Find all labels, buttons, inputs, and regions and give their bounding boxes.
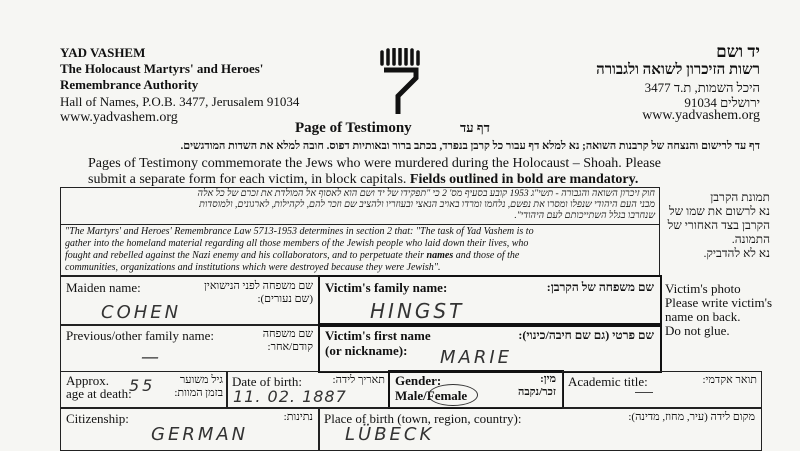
date-of-birth-value: 11. 02. 1887 — [233, 387, 347, 406]
female-circle-mark — [428, 384, 478, 406]
intro-he: דף עד לרישום והנצחה של קרבנות השואה; נא למלא דף עבור כל קרבן בנפרד, בכתב ברור ובאותיות דפוס. חובה למלא את השדות המודגשים. — [180, 140, 760, 152]
date-of-birth-field[interactable]: Date of birth: תאריך לידה: 11. 02. 1887 — [226, 371, 390, 409]
intro-en-line1: Pages of Testimony commemorate the Jews who were murdered during the Holocaust – Shoah. Please — [88, 156, 662, 171]
law-en-line3: fought and rebelled against the Nazi enemy and his collaborators, and to perpetuate their names and those of the — [65, 250, 520, 261]
address: Hall of Names, P.O.B. 3477, Jerusalem 91034 — [60, 94, 300, 109]
law-en-line1: "The Martyrs' and Heroes' Remembrance Law 5713-1953 determines in section 2 that: "The task of Yad Vashem is to — [65, 226, 534, 237]
academic-title-field[interactable]: Academic title: תואר אקדמי: — [562, 371, 762, 409]
page-title: Page of Testimony — [295, 120, 412, 136]
maiden-name-value: COHEN — [101, 302, 182, 323]
photo-instructions-en: Victim's photo Please write victim's name on back. Do not glue. — [665, 281, 773, 338]
page-title-he: דף עד — [460, 120, 490, 135]
yad-vashem-logo — [376, 48, 424, 118]
intro-en-line2: submit a separate form for each victim, in block capitals. Fields outlined in bold are mandatory. — [88, 172, 639, 187]
age-field[interactable]: Approx. age at death: גיל משוער בזמן המוות: 55 — [60, 371, 228, 409]
website-link[interactable]: www.yadvashem.org — [60, 110, 178, 125]
citizenship-field[interactable]: Citizenship: נתינות: GERMAN — [60, 407, 320, 451]
law-he-line2: מבני העם היהודי שנפלו ומסרו את נפשם, נלחמו ומרדו באויב הנאצי ובעוזריו ולהציב שם וזכר להם, לקהילות, לארגונים, ולמוסדות — [199, 200, 655, 210]
gender-field[interactable]: Gender: Male/Female מין: זכר/נקבה — [388, 370, 564, 409]
maiden-name-field[interactable]: Maiden name: שם משפחה לפני הנישואין (שם נעורים): COHEN — [60, 276, 320, 326]
place-of-birth-value: LÜBECK — [345, 424, 435, 445]
previous-name-field[interactable]: Previous/other family name: שם משפחה קודם/אחר: — — [60, 324, 320, 372]
family-name-field[interactable]: Victim's family name: שם משפחה של הקרבן: HINGST — [318, 275, 662, 327]
org-line3: Remembrance Authority — [60, 77, 199, 92]
previous-name-value: — — [141, 347, 162, 368]
law-box-en — [60, 224, 660, 276]
photo-instructions-he: תמונת הקרבן נא לרשום את שמו של הקרבן בצד האחורי של התמונה. נא לא להדביק. — [667, 190, 770, 260]
he-line2: רשות הזיכרון לשואה ולגבורה — [596, 62, 760, 78]
he-line3: היכל השמות, ת.ד 3477 — [644, 80, 760, 95]
he-website-link[interactable]: www.yadvashem.org — [642, 108, 760, 123]
law-he-line3: שנחרבו בגלל השתייכותם לעם היהודי". — [514, 211, 655, 221]
family-name-value: HINGST — [370, 299, 465, 323]
law-en-line4: communities, organizations and institutions which were destroyed because they were Jewish". — [65, 262, 441, 273]
org-name: YAD VASHEM — [60, 45, 146, 60]
law-box-he — [60, 187, 660, 225]
place-of-birth-field[interactable]: Place of birth (town, region, country): מקום לידה (עיר, מחוז, מדינה): LÜBECK — [318, 407, 762, 451]
he-title: יד ושם — [716, 42, 760, 61]
he-line4: ירושלים 91034 — [684, 95, 760, 110]
academic-dash — [635, 392, 653, 393]
citizenship-value: GERMAN — [151, 424, 249, 445]
mandatory-note: Fields outlined in bold are mandatory. — [409, 172, 639, 187]
law-he-line1: חוק זיכרון השואה והגבורה - תשי"ג 1953 קובע בסעיף מס' 2 כי "תפקידו של יד ושם הוא לאסוף אל המולדת את זכרם של כל אלה — [197, 189, 655, 199]
gender-options: Male/Female — [395, 388, 468, 403]
age-value: 55 — [129, 376, 156, 395]
first-name-field[interactable]: Victim's first name (or nickname): שם פרטי (גם שם חיבה/כינוי): MARIE — [318, 323, 662, 373]
law-en-line2: gather into the homeland material regarding all those members of the Jewish people who laid down their lives, who — [65, 238, 529, 249]
first-name-value: MARIE — [440, 347, 513, 368]
org-line2: The Holocaust Martyrs' and Heroes' — [60, 61, 264, 76]
